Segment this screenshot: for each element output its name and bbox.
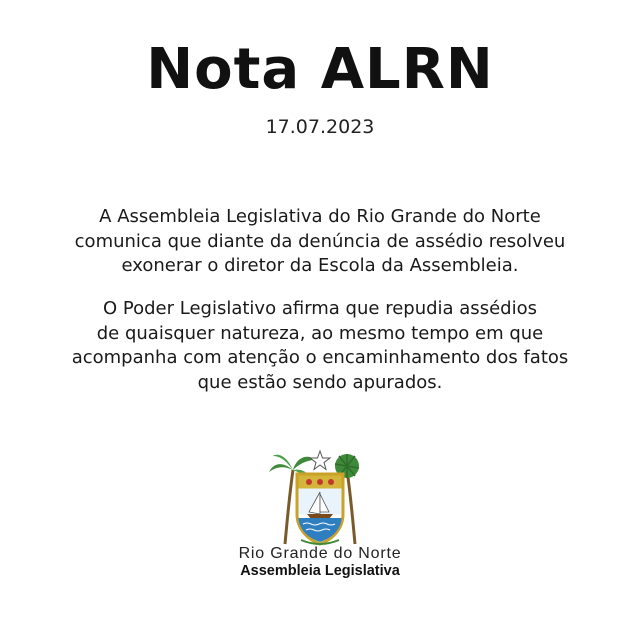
text-line: O Poder Legislativo afirma que repudia assédios	[103, 298, 537, 319]
page-title: Nota ALRN	[146, 37, 494, 102]
text-line: de quaisquer natureza, ao mesmo tempo em que	[96, 322, 544, 344]
text-line: exonerar o diretor da Escola da Assembleia.	[121, 255, 519, 276]
paragraph-statement	[20, 297, 620, 395]
text-line: comunica que diante da denúncia de assédio resolveu	[74, 230, 566, 252]
text-line: A Assembleia Legislativa do Rio Grande do Norte	[99, 206, 541, 227]
text-line: que estão sendo apurados.	[197, 371, 443, 393]
note-date: 17.07.2023	[265, 116, 375, 138]
org-name-assembly: Assembleia Legislativa	[240, 563, 400, 579]
text-line: acompanha com atenção o encaminhamento dos fatos	[71, 347, 569, 368]
coat-of-arms-icon	[267, 448, 373, 548]
org-name-state: Rio Grande do Norte	[238, 545, 402, 562]
paragraph-announcement	[20, 205, 620, 279]
